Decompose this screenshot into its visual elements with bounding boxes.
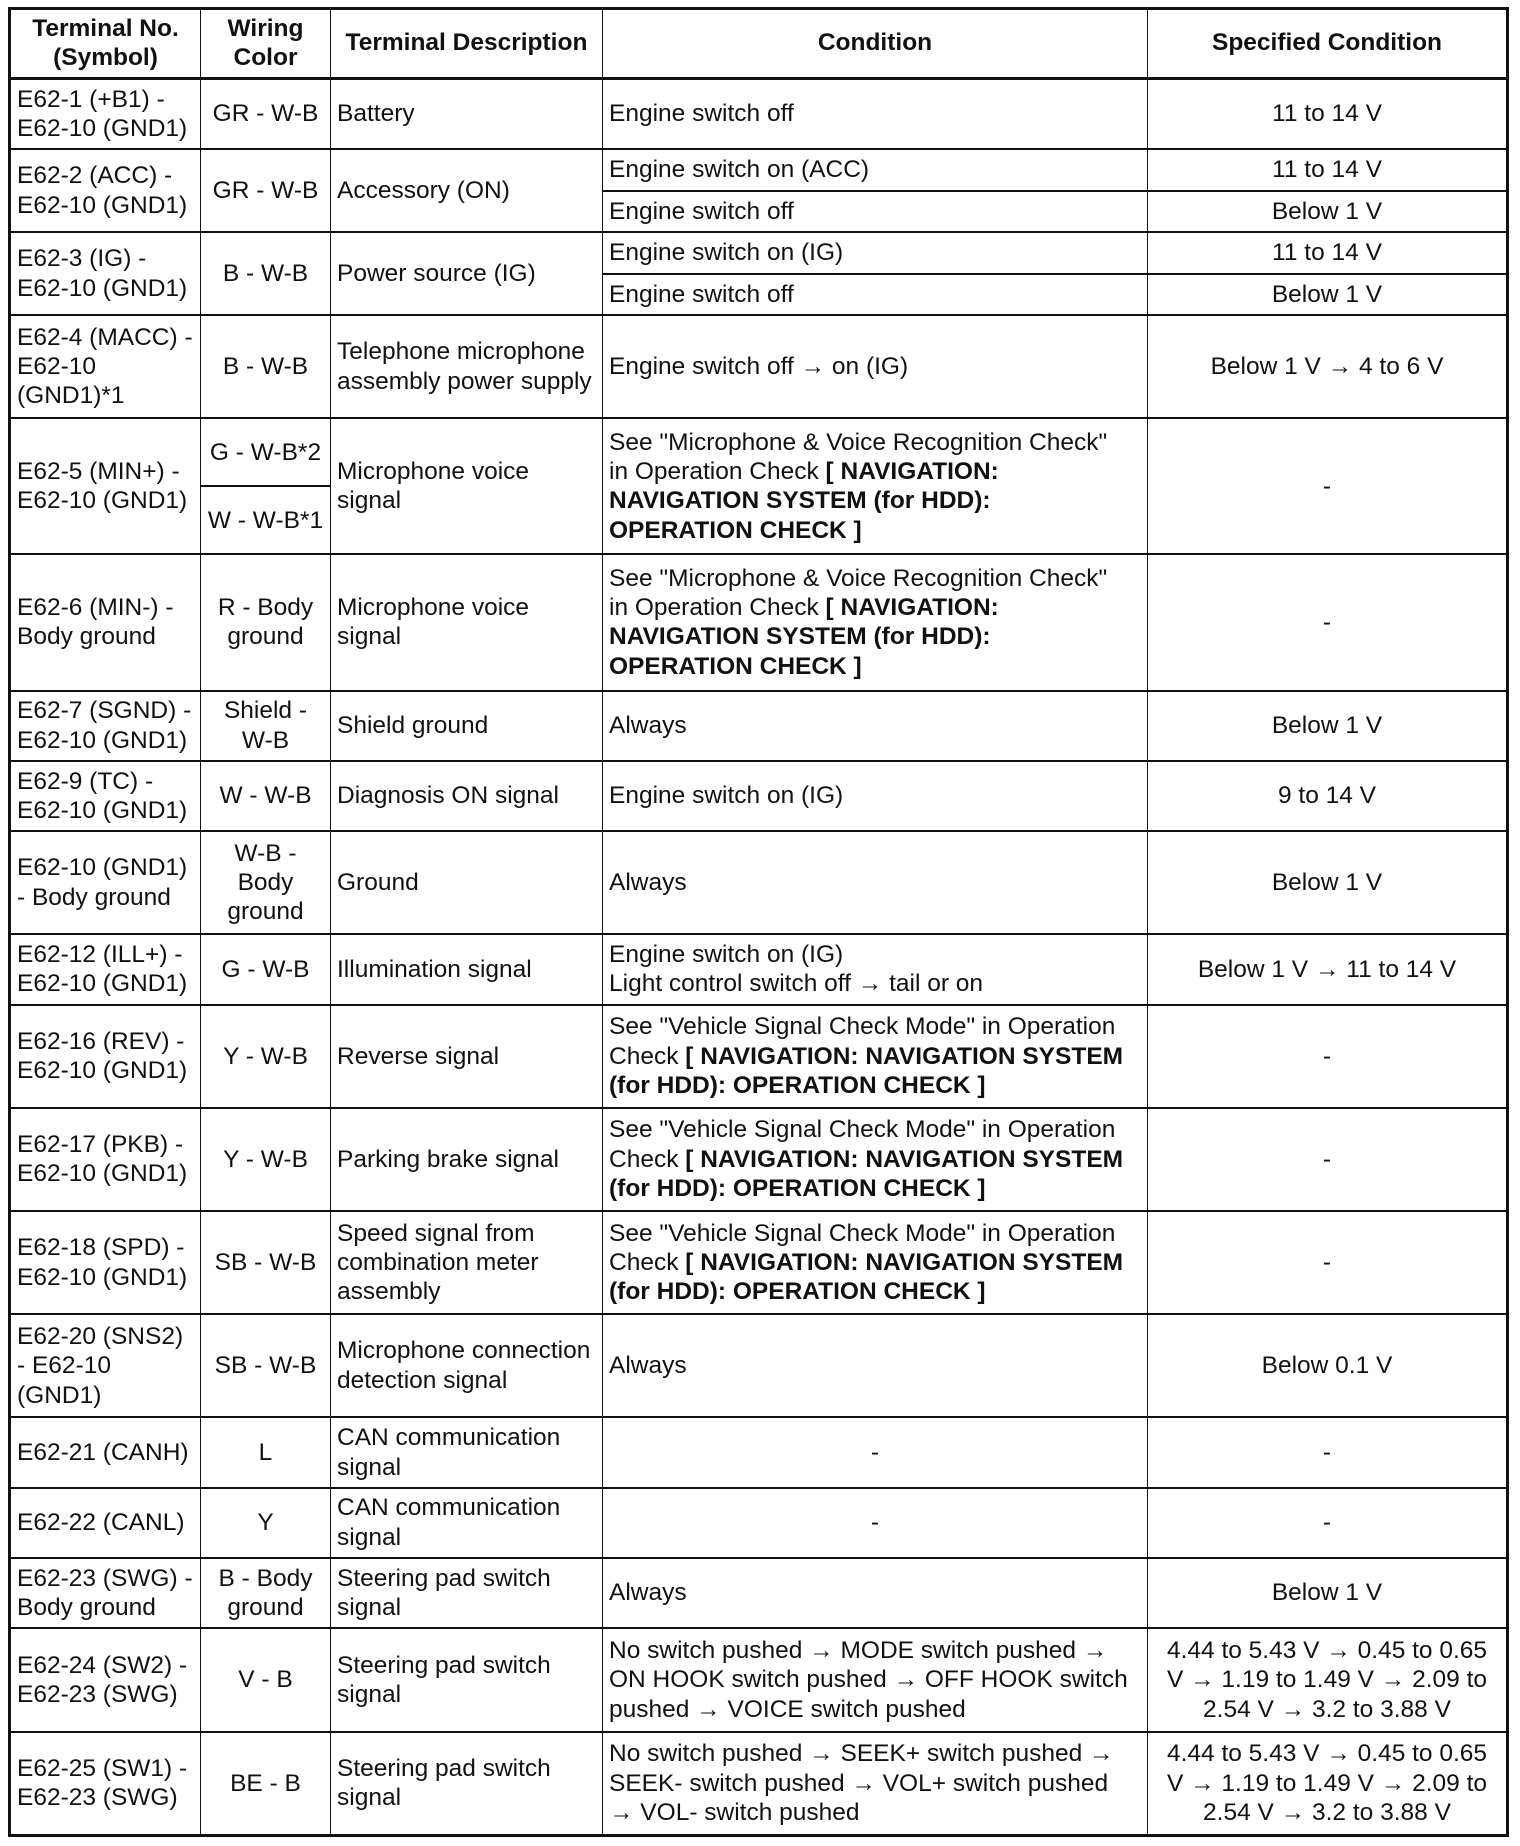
- specified-condition-cell: -: [1148, 1488, 1508, 1558]
- table-row: [10, 1314, 1508, 1417]
- description-cell: Speed signal from combination meter assembly: [331, 1211, 603, 1314]
- specified-condition-cell: -: [1148, 554, 1508, 690]
- terminal-cell: E62-22 (CANL): [10, 1488, 201, 1558]
- description-cell: CAN communication signal: [331, 1417, 603, 1487]
- description-cell: Microphone voice signal: [331, 554, 603, 690]
- specified-condition-cell: 11 to 14 V: [1148, 79, 1508, 150]
- wiring-color-cell: SB - W-B: [201, 1211, 331, 1314]
- terminal-cell: E62-2 (ACC) - E62-10 (GND1): [10, 149, 201, 232]
- description-cell: Steering pad switch signal: [331, 1732, 603, 1836]
- terminal-spec-sheet: [8, 7, 1509, 1837]
- table-row: [10, 1005, 1508, 1108]
- wiring-color-cell: Shield - W-B: [201, 691, 331, 761]
- table-row: [10, 554, 1508, 690]
- wiring-color-cell: GR - W-B: [201, 149, 331, 232]
- description-cell: Microphone connection detection signal: [331, 1314, 603, 1417]
- specified-condition-cell: -: [1148, 1417, 1508, 1487]
- description-cell: Microphone voice signal: [331, 418, 603, 554]
- wiring-color-cell: R - Body ground: [201, 554, 331, 690]
- condition-reference: [ NAVIGATION: NAVIGATION SYSTEM (for HDD): OPERATION CHECK ]: [609, 594, 999, 680]
- table-row: [10, 1732, 1508, 1836]
- specified-condition-cell: Below 1 V: [1148, 191, 1508, 232]
- terminal-cell: E62-1 (+B1) - E62-10 (GND1): [10, 79, 201, 150]
- condition-cell: [603, 1211, 1148, 1314]
- terminal-cell: E62-24 (SW2) - E62-23 (SWG): [10, 1628, 201, 1731]
- terminal-cell: E62-7 (SGND) - E62-10 (GND1): [10, 691, 201, 761]
- condition-cell: [603, 1005, 1148, 1108]
- condition-cell: Engine switch off → on (IG): [603, 315, 1148, 418]
- table-row: [10, 1488, 1508, 1558]
- specified-condition-cell: Below 1 V: [1148, 691, 1508, 761]
- description-cell: Steering pad switch signal: [331, 1628, 603, 1731]
- wiring-color-cell: BE - B: [201, 1732, 331, 1836]
- condition-cell: Engine switch on (ACC): [603, 149, 1148, 190]
- wiring-color-cell: B - W-B: [201, 315, 331, 418]
- description-cell: Telephone microphone assembly power supply: [331, 315, 603, 418]
- description-cell: CAN communication signal: [331, 1488, 603, 1558]
- condition-cell: No switch pushed → MODE switch pushed → ON HOOK switch pushed → OFF HOOK switch pushed → VOICE switch pushed: [603, 1628, 1148, 1731]
- condition-text: See "Vehicle Signal Check Mode" in Operation Check: [609, 1219, 1116, 1276]
- wiring-color-cell: B - W-B: [201, 232, 331, 315]
- condition-text: See "Vehicle Signal Check Mode" in Operation Check: [609, 1013, 1116, 1070]
- condition-cell: -: [603, 1417, 1148, 1487]
- specified-condition-cell: 9 to 14 V: [1148, 761, 1508, 831]
- specified-condition-cell: Below 1 V: [1148, 1558, 1508, 1628]
- table-row: [10, 934, 1508, 1004]
- description-cell: Power source (IG): [331, 232, 603, 315]
- description-cell: Shield ground: [331, 691, 603, 761]
- condition-cell: [603, 554, 1148, 690]
- specified-condition-cell: 4.44 to 5.43 V → 0.45 to 0.65 V → 1.19 to 1.49 V → 2.09 to 2.54 V → 3.2 to 3.88 V: [1148, 1732, 1508, 1836]
- condition-cell: Always: [603, 831, 1148, 934]
- wiring-color-cell: W - W-B*1: [201, 486, 331, 554]
- condition-text: See "Microphone & Voice Recognition Check" in Operation Check: [609, 564, 1108, 622]
- description-cell: Illumination signal: [331, 934, 603, 1004]
- header-row: [10, 9, 1508, 79]
- wiring-color-cell: G - W-B*2: [201, 418, 331, 486]
- description-cell: Ground: [331, 831, 603, 934]
- terminal-cell: E62-21 (CANH): [10, 1417, 201, 1487]
- specified-condition-cell: Below 1 V → 11 to 14 V: [1148, 934, 1508, 1004]
- table-row: [10, 149, 1508, 190]
- specified-condition-cell: 4.44 to 5.43 V → 0.45 to 0.65 V → 1.19 to 1.49 V → 2.09 to 2.54 V → 3.2 to 3.88 V: [1148, 1628, 1508, 1731]
- table-row: [10, 761, 1508, 831]
- condition-cell: Always: [603, 1314, 1148, 1417]
- specified-condition-cell: 11 to 14 V: [1148, 232, 1508, 273]
- condition-cell: Engine switch on (IG) Light control switch off → tail or on: [603, 934, 1148, 1004]
- condition-cell: No switch pushed → SEEK+ switch pushed → SEEK- switch pushed → VOL+ switch pushed → VOL- switch pushed: [603, 1732, 1148, 1836]
- terminal-cell: E62-23 (SWG) - Body ground: [10, 1558, 201, 1628]
- specified-condition-cell: 11 to 14 V: [1148, 149, 1508, 190]
- terminal-spec-table: [8, 7, 1509, 1837]
- terminal-cell: E62-12 (ILL+) - E62-10 (GND1): [10, 934, 201, 1004]
- terminal-cell: E62-16 (REV) - E62-10 (GND1): [10, 1005, 201, 1108]
- terminal-cell: E62-5 (MIN+) - E62-10 (GND1): [10, 418, 201, 554]
- description-cell: Diagnosis ON signal: [331, 761, 603, 831]
- table-row: [10, 691, 1508, 761]
- wiring-color-cell: L: [201, 1417, 331, 1487]
- table-row: [10, 1108, 1508, 1211]
- description-cell: Steering pad switch signal: [331, 1558, 603, 1628]
- wiring-color-cell: W - W-B: [201, 761, 331, 831]
- specified-condition-cell: -: [1148, 418, 1508, 554]
- terminal-cell: E62-25 (SW1) - E62-23 (SWG): [10, 1732, 201, 1836]
- terminal-cell: E62-9 (TC) - E62-10 (GND1): [10, 761, 201, 831]
- condition-text: See "Microphone & Voice Recognition Check" in Operation Check: [609, 428, 1108, 485]
- condition-cell: Engine switch off: [603, 274, 1148, 315]
- table-row: [10, 418, 1508, 486]
- condition-reference: [ NAVIGATION: NAVIGATION SYSTEM (for HDD): OPERATION CHECK ]: [609, 1042, 1124, 1099]
- header-condition: Condition: [603, 9, 1148, 79]
- condition-cell: [603, 418, 1148, 554]
- condition-cell: Engine switch off: [603, 191, 1148, 232]
- wiring-color-cell: Y - W-B: [201, 1108, 331, 1211]
- specified-condition-cell: -: [1148, 1108, 1508, 1211]
- specified-condition-cell: Below 1 V: [1148, 274, 1508, 315]
- table-row: [10, 1558, 1508, 1628]
- condition-cell: Engine switch on (IG): [603, 232, 1148, 273]
- terminal-cell: E62-3 (IG) - E62-10 (GND1): [10, 232, 201, 315]
- condition-cell: Engine switch on (IG): [603, 761, 1148, 831]
- description-cell: Parking brake signal: [331, 1108, 603, 1211]
- condition-cell: Always: [603, 1558, 1148, 1628]
- wiring-color-cell: B - Body ground: [201, 1558, 331, 1628]
- condition-cell: Engine switch off: [603, 79, 1148, 150]
- wiring-color-cell: W-B - Body ground: [201, 831, 331, 934]
- condition-cell: Always: [603, 691, 1148, 761]
- description-cell: Battery: [331, 79, 603, 150]
- wiring-color-cell: V - B: [201, 1628, 331, 1731]
- wiring-color-cell: SB - W-B: [201, 1314, 331, 1417]
- terminal-cell: E62-4 (MACC) - E62-10 (GND1)*1: [10, 315, 201, 418]
- table-row: [10, 79, 1508, 150]
- condition-text: See "Vehicle Signal Check Mode" in Operation Check: [609, 1116, 1116, 1173]
- specified-condition-cell: -: [1148, 1005, 1508, 1108]
- description-cell: Accessory (ON): [331, 149, 603, 232]
- table-row: [10, 315, 1508, 418]
- terminal-cell: E62-10 (GND1) - Body ground: [10, 831, 201, 934]
- header-specified-condition: Specified Condition: [1148, 9, 1508, 79]
- table-row: [10, 1211, 1508, 1314]
- specified-condition-cell: Below 1 V → 4 to 6 V: [1148, 315, 1508, 418]
- specified-condition-cell: Below 0.1 V: [1148, 1314, 1508, 1417]
- condition-reference: [ NAVIGATION: NAVIGATION SYSTEM (for HDD): OPERATION CHECK ]: [609, 1145, 1124, 1203]
- description-cell: Reverse signal: [331, 1005, 603, 1108]
- terminal-cell: E62-18 (SPD) - E62-10 (GND1): [10, 1211, 201, 1314]
- condition-reference: [ NAVIGATION: NAVIGATION SYSTEM (for HDD): OPERATION CHECK ]: [609, 457, 999, 544]
- table-row: [10, 232, 1508, 273]
- specified-condition-cell: Below 1 V: [1148, 831, 1508, 934]
- condition-cell: -: [603, 1488, 1148, 1558]
- condition-reference: [ NAVIGATION: NAVIGATION SYSTEM (for HDD): OPERATION CHECK ]: [609, 1248, 1124, 1306]
- wiring-color-cell: Y: [201, 1488, 331, 1558]
- terminal-cell: E62-17 (PKB) - E62-10 (GND1): [10, 1108, 201, 1211]
- header-terminal-description: Terminal Description: [331, 9, 603, 79]
- table-row: [10, 831, 1508, 934]
- wiring-color-cell: GR - W-B: [201, 79, 331, 150]
- terminal-cell: E62-6 (MIN-) - Body ground: [10, 554, 201, 690]
- wiring-color-cell: G - W-B: [201, 934, 331, 1004]
- terminal-cell: E62-20 (SNS2) - E62-10 (GND1): [10, 1314, 201, 1417]
- table-row: [10, 1417, 1508, 1487]
- specified-condition-cell: -: [1148, 1211, 1508, 1314]
- header-wiring-color: Wiring Color: [201, 9, 331, 79]
- condition-cell: [603, 1108, 1148, 1211]
- table-row: [10, 1628, 1508, 1731]
- wiring-color-cell: Y - W-B: [201, 1005, 331, 1108]
- header-terminal: Terminal No. (Symbol): [10, 9, 201, 79]
